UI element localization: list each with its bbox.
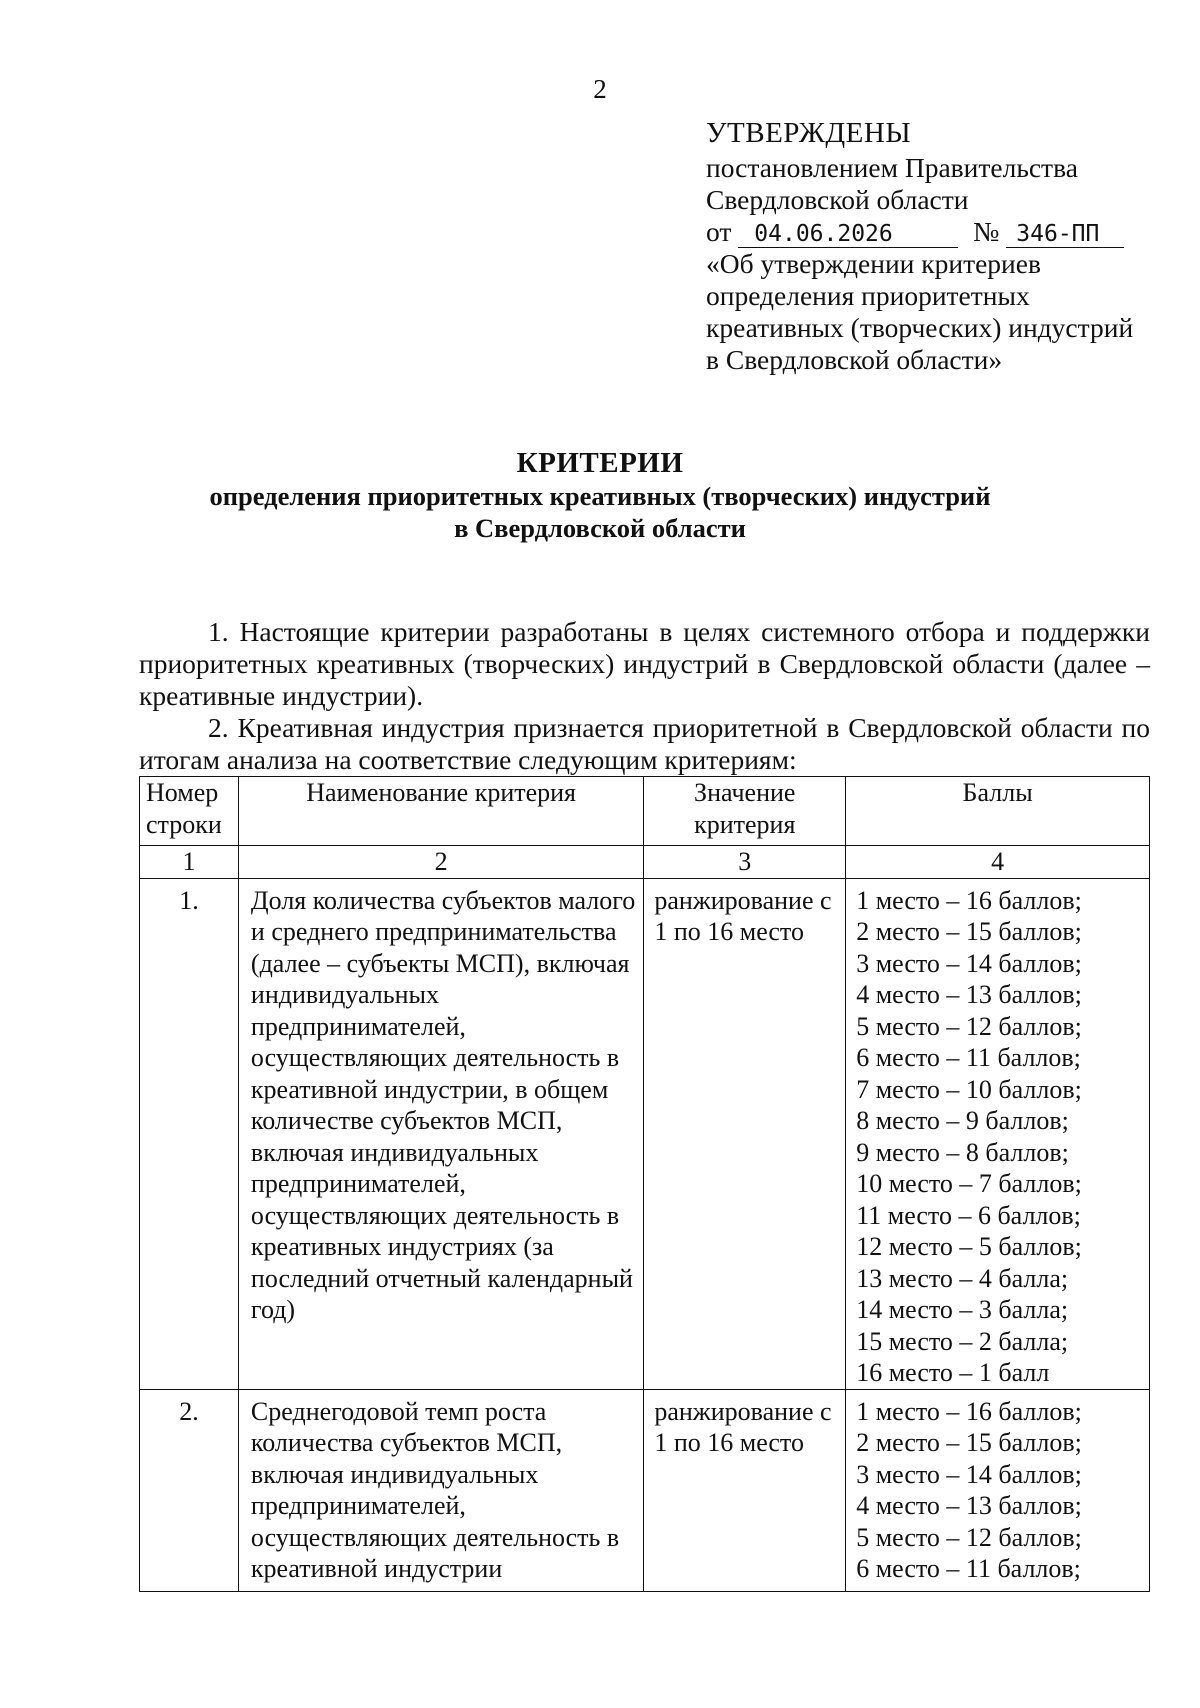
points-item: 12 место – 5 баллов; [856,1232,1082,1261]
points-item: 2 место – 15 баллов; [856,917,1082,946]
points-item: 11 место – 6 баллов; [856,1200,1081,1230]
points-item: 7 место – 10 баллов; [856,1074,1082,1104]
points-list [846,1389,1150,1591]
points-item: 15 место – 2 балла; [856,1326,1069,1356]
index-cell-3: 3 [644,846,846,879]
approval-line-2: Свердловской области [706,184,969,215]
points-item: 9 место – 8 баллов; [856,1137,1069,1167]
heading-subtitle-1: определения приоритетных креативных (творческих) индустрий [209,481,991,511]
points-item: 1 место – 16 баллов; [856,1396,1082,1426]
table-row [140,878,1150,1389]
criterion-value: ранжирование с 1 по 16 место [644,878,846,1389]
page-number: 2 [593,74,607,104]
criteria-table [139,776,1150,1592]
points-item: 13 место – 4 балла; [856,1263,1069,1293]
points-item: 2 место – 15 баллов; [856,1428,1082,1457]
index-cell-1: 1 [140,846,239,879]
points-item: 5 место – 12 баллов; [856,1011,1082,1041]
header-criterion-name: Наименование критерия [238,777,643,846]
table-row [140,1389,1150,1591]
paragraph-2: 2. Креативная индустрия признается приоритетной в Свердловской области по итогам анализа на соответствие следующим критериям: [139,712,1150,775]
points-item: 5 место – 12 баллов; [856,1522,1082,1552]
points-list [846,878,1150,1389]
approval-number: 346-ПП [1006,221,1124,248]
document-heading [0,446,1200,544]
points-item: 16 место – 1 балл [856,1358,1050,1387]
from-label: от [706,216,732,247]
table-header-row [140,777,1150,846]
approval-date: 04.06.2026 [738,221,958,248]
approval-title: УТВЕРЖДЕНЫ [706,117,912,149]
points-item: 6 место – 11 баллов; [856,1554,1081,1583]
body-text [139,616,1150,776]
points-item: 14 место – 3 балла; [856,1295,1069,1324]
points-item: 4 место – 13 баллов; [856,980,1082,1009]
points-item: 3 место – 14 баллов; [856,948,1082,978]
row-number: 1. [140,878,239,1389]
points-item: 10 место – 7 баллов; [856,1169,1082,1198]
approval-line-1: постановлением Правительства [706,152,1078,183]
approval-subject-1: «Об утверждении критериев [706,248,1041,279]
criterion-value: ранжирование с 1 по 16 место [644,1389,846,1591]
header-row-number: Номер строки [140,777,239,846]
points-item: 8 место – 9 баллов; [856,1106,1069,1135]
table-index-row [140,846,1150,879]
approval-subject-2: определения приоритетных [706,280,1030,311]
header-points: Баллы [846,777,1150,846]
approval-date-line [706,216,1133,248]
points-item: 1 место – 16 баллов; [856,885,1082,915]
approval-subject-4: в Свердловской области» [706,344,1003,375]
points-item: 4 место – 13 баллов; [856,1491,1082,1520]
criterion-name: Доля количества субъектов малого и среднего предпринимательства (далее – субъекты МСП), включая индивидуальных предпринимателей, осуществляющих деятельность в креативной индустрии, в общем количестве субъектов МСП, включая индивидуальных предпринимателей, осуществляющих деятельность в креативных индустриях (за последний отчетный календарный год) [238,878,643,1389]
heading-title: КРИТЕРИИ [516,447,684,479]
heading-subtitle-2: в Свердловской области [454,513,746,543]
paragraph-1: 1. Настоящие критерии разработаны в целях системного отбора и поддержки приоритетных креативных (творческих) индустрий в Свердловской области (далее – креативные индустрии). [139,616,1150,711]
index-cell-4: 4 [846,846,1150,879]
approval-block [706,117,1133,376]
points-item: 3 место – 14 баллов; [856,1459,1082,1489]
row-number: 2. [140,1389,239,1591]
header-criterion-value: Значение критерия [644,777,846,846]
number-label: № [973,216,1000,247]
index-cell-2: 2 [238,846,643,879]
approval-subject-3: креативных (творческих) индустрий [706,312,1134,343]
points-item: 6 место – 11 баллов; [856,1043,1081,1072]
criterion-name: Среднегодовой темп роста количества субъектов МСП, включая индивидуальных предпринимателей, осуществляющих деятельность в креативной индустрии [238,1389,643,1591]
